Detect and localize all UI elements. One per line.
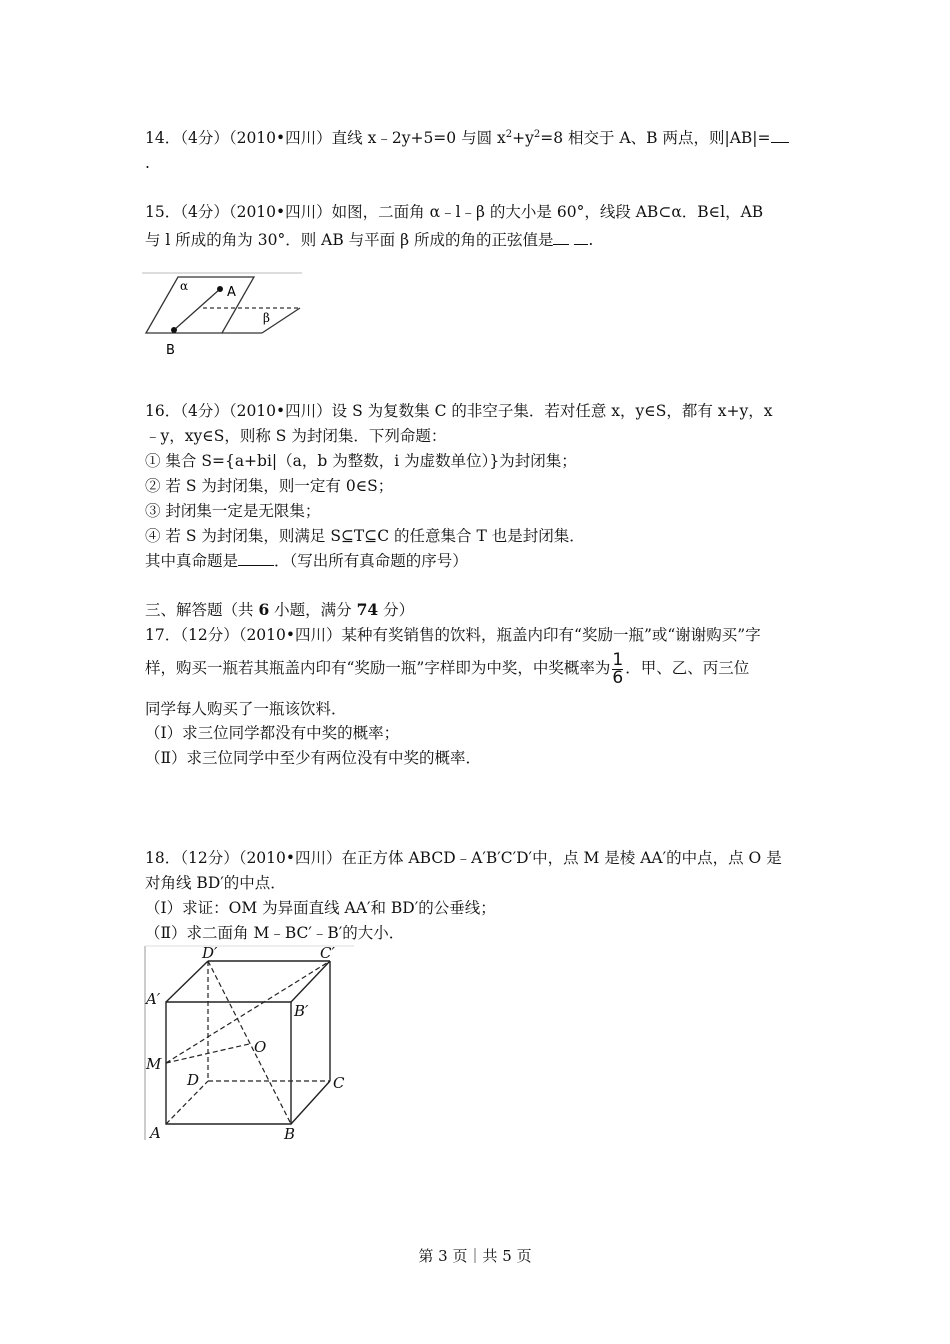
section-3-header: 三、解答题（共 6 小题，满分 74 分） (145, 600, 415, 619)
q14-line-1: 14．（4分）（2010•四川）直线 x﹣2y+5=0 与圆 $x^2+y^2=8$ 相交于 A、B 两点，则|AB|= (145, 128, 789, 148)
q17-line-1: 17．（12分）（2010•四川）某种有奖销售的饮料，瓶盖内印有“奖励一瓶”或“谢谢购买”字 (145, 626, 761, 644)
label-o: O (254, 1038, 267, 1056)
answer-blank (771, 128, 789, 143)
q16-item-3: ③ 封闭集一定是无限集； (145, 502, 321, 520)
plane-alpha (146, 277, 254, 333)
q18-line-1: 18．（12分）（2010•四川）在正方体 ABCD﹣A′B′C′D′中，点 M 是棱 AA′的中点，点 O 是 (145, 849, 782, 867)
q18-line-2: 对角线 BD′的中点． (145, 874, 286, 892)
q17-line-2: 样，购买一瓶若其瓶盖内印有“奖励一瓶”字样即为中奖，中奖概率为 $\frac{1}{6}$ ．甲、乙、丙三位 (145, 649, 750, 688)
q16-line-1: 16．（4分）（2010•四川）设 S 为复数集 C 的非空子集．若对任意 x，y∈S，都有 x+y，x (145, 402, 773, 420)
q17-line-3: 同学每人购买了一瓶该饮料． (145, 700, 347, 718)
dihedral-angle-figure (142, 270, 307, 360)
cube-labels (144, 944, 345, 1143)
q18-sub-2: （Ⅱ）求二面角 M﹣BC′﹣B′的大小． (145, 924, 405, 942)
label-b: B (166, 343, 175, 358)
label-d-prime: D′ (202, 944, 218, 962)
label-m: M (146, 1055, 162, 1073)
point-a (217, 286, 223, 292)
label-b-prime: B′ (294, 1002, 309, 1020)
label-a-prime: A′ (146, 990, 161, 1008)
label-b: B (284, 1125, 296, 1143)
q16-item-1: ① 集合 S={a+bi|（a，b 为整数，i 为虚数单位）}为封闭集； (145, 452, 577, 470)
q17-sub-2: （Ⅱ）求三位同学中至少有两位没有中奖的概率． (145, 749, 482, 767)
label-a: A (227, 285, 236, 300)
q14-line-2: . (145, 154, 150, 172)
q16-item-2: ② 若 S 为封闭集，则一定有 0∈S； (145, 477, 394, 495)
q16-item-4: ④ 若 S 为封闭集，则满足 S⊆T⊆C 的任意集合 T 也是封闭集． (145, 527, 585, 545)
answer-blank (553, 230, 569, 245)
q18-sub-1: （Ⅰ）求证：OM 为异面直线 AA′和 BD′的公垂线； (145, 899, 496, 917)
q15-line-2: 与 l 所成的角为 30°．则 AB 与平面 β 所成的角的正弦值是 . (145, 231, 594, 249)
diagonal-bd-prime (208, 961, 291, 1124)
label-d: D (187, 1071, 200, 1089)
probability-fraction: $\frac{1}{6}$ (612, 649, 624, 688)
segment-ab (174, 289, 220, 330)
label-alpha: α (180, 279, 189, 293)
cube-hidden-edges (166, 961, 330, 1124)
answer-blank (574, 230, 588, 245)
label-beta: β (263, 311, 270, 325)
q15-line-1: 15．（4分）（2010•四川）如图，二面角 α﹣l﹣β 的大小是 60°，线段 AB⊂α．B∈l，AB (145, 203, 764, 221)
q16-last-line: 其中真命题是 ．（写出所有真命题的序号） (145, 552, 468, 570)
point-b (171, 327, 177, 333)
answer-blank (238, 551, 274, 566)
q16-line-2: ﹣y，xy∈S，则称 S 为封闭集．下列命题： (145, 427, 447, 445)
page-footer: 第 3 页｜共 5 页 (418, 1247, 532, 1265)
label-c: C (333, 1074, 345, 1092)
label-c-prime: C′ (320, 944, 335, 962)
q17-sub-1: （Ⅰ）求三位同学都没有中奖的概率； (145, 724, 400, 742)
cube-figure (144, 944, 356, 1144)
label-a: A (150, 1124, 161, 1142)
